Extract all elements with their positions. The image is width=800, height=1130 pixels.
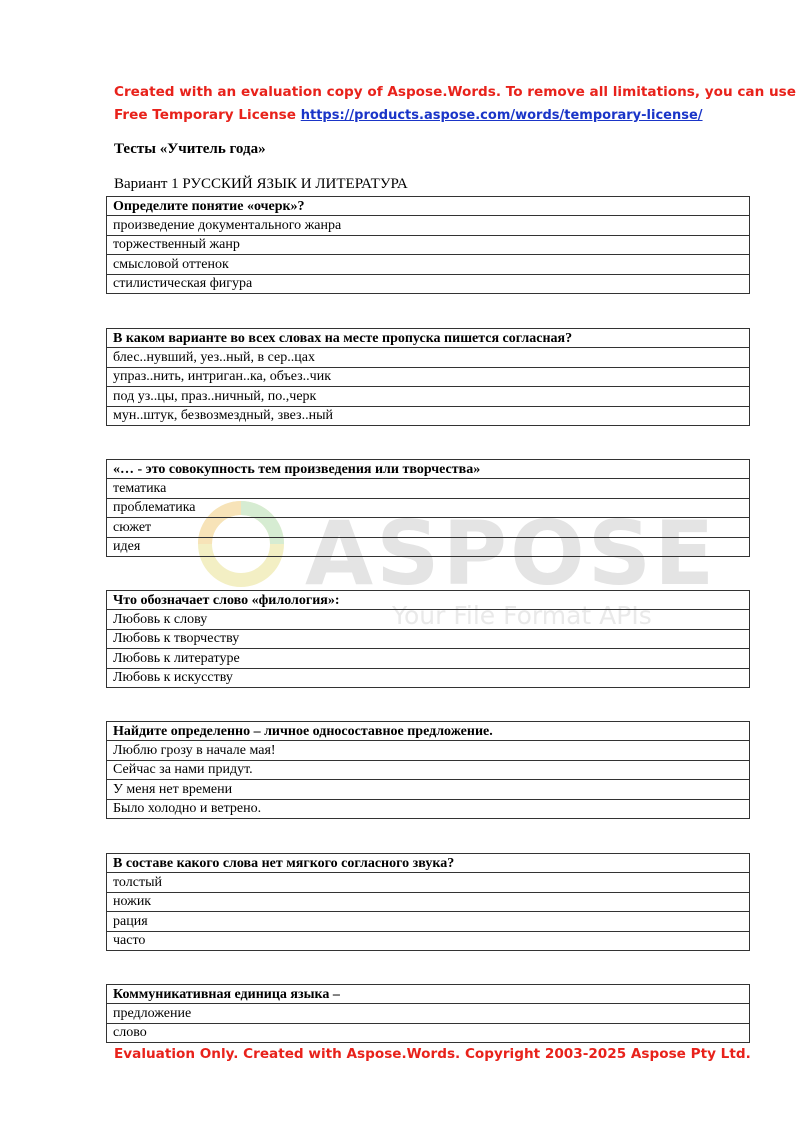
question-text: Что обозначает слово «филология»: <box>107 591 750 610</box>
answer-option: под уз..цы, праз..ничный, по.,черк <box>107 387 750 406</box>
question-table-2 <box>106 328 750 426</box>
question-table-1 <box>106 196 750 294</box>
question-text: В каком варианте во всех словах на месте пропуска пишется согласная? <box>107 329 750 348</box>
answer-option: торжественный жанр <box>107 235 750 254</box>
question-text: «… - это совокупность тем произведения или творчества» <box>107 460 750 479</box>
document-title: Тесты «Учитель года» <box>114 141 266 157</box>
watermark-text: ASPOSE <box>305 502 718 605</box>
answer-option: смысловой оттенок <box>107 255 750 274</box>
question-table-5 <box>106 721 750 819</box>
answer-option: блес..нувший, уез..ный, в сер..цах <box>107 348 750 367</box>
answer-option: сюжет <box>107 518 750 537</box>
answer-option: толстый <box>107 873 750 892</box>
answer-option: тематика <box>107 479 750 498</box>
question-text: Коммуникативная единица языка – <box>107 985 750 1004</box>
answer-option: Люблю грозу в начале мая! <box>107 741 750 760</box>
answer-option: Любовь к слову <box>107 610 750 629</box>
answer-option: ножик <box>107 892 750 911</box>
evaluation-notice-prefix: Free Temporary License <box>114 107 301 123</box>
answer-option: проблематика <box>107 498 750 517</box>
answer-option: Сейчас за нами придут. <box>107 760 750 779</box>
answer-option: У меня нет времени <box>107 780 750 799</box>
answer-option: идея <box>107 537 750 556</box>
answer-option: Любовь к творчеству <box>107 629 750 648</box>
evaluation-footer: Evaluation Only. Created with Aspose.Words. Copyright 2003-2025 Aspose Pty Ltd. <box>114 1046 751 1062</box>
answer-option: стилистическая фигура <box>107 274 750 293</box>
question-table-7 <box>106 984 750 1043</box>
question-text: Найдите определенно – личное односоставное предложение. <box>107 722 750 741</box>
answer-option: Любовь к литературе <box>107 649 750 668</box>
variant-heading: Вариант 1 РУССКИЙ ЯЗЫК И ЛИТЕРАТУРА <box>114 176 408 192</box>
answer-option: произведение документального жанра <box>107 216 750 235</box>
answer-option: часто <box>107 931 750 950</box>
question-table-4 <box>106 590 750 688</box>
question-table-3 <box>106 459 750 557</box>
answer-option: рация <box>107 912 750 931</box>
question-table-6 <box>106 853 750 951</box>
answer-option: слово <box>107 1023 750 1042</box>
question-text: В составе какого слова нет мягкого согласного звука? <box>107 854 750 873</box>
evaluation-notice-line2 <box>114 107 703 123</box>
question-text: Определите понятие «очерк»? <box>107 197 750 216</box>
answer-option: Любовь к искусству <box>107 668 750 687</box>
evaluation-notice-line1: Created with an evaluation copy of Aspose.Words. To remove all limitations, you can use <box>114 84 796 100</box>
watermark-tagline: Your File Format APIs <box>392 601 652 630</box>
answer-option: Было холодно и ветрено. <box>107 799 750 818</box>
answer-option: предложение <box>107 1004 750 1023</box>
answer-option: упраз..нить, интриган..ка, объез..чик <box>107 367 750 386</box>
temporary-license-link[interactable]: https://products.aspose.com/words/temporary-license/ <box>300 108 703 123</box>
answer-option: мун..штук, безвозмездный, звез..ный <box>107 406 750 425</box>
